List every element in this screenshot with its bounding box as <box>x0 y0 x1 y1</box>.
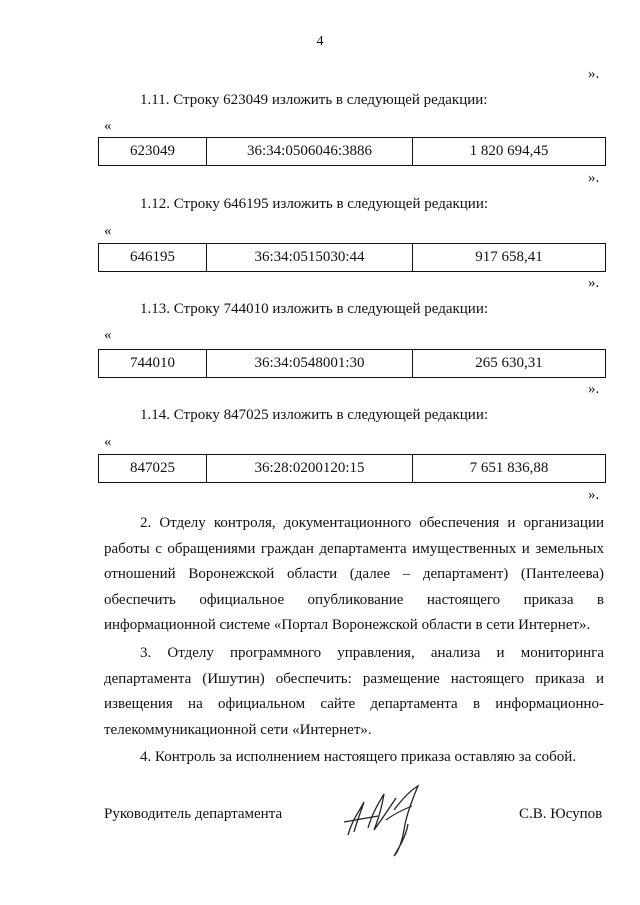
replacement-row-table <box>98 349 606 378</box>
row-number-cell: 623049 <box>99 138 207 166</box>
item-heading: 1.14. Строку 847025 изложить в следующей редакции: <box>140 407 489 423</box>
item-heading: 1.11. Строку 623049 изложить в следующей редакции: <box>140 92 488 108</box>
row-number-cell: 646195 <box>99 244 207 272</box>
signatory-title: Руководитель департамента <box>104 806 283 822</box>
opening-quote: « <box>104 434 112 450</box>
closing-quote: ». <box>588 275 600 291</box>
signatory-name: С.В. Юсупов <box>519 806 603 822</box>
cadastral-value-cell: 7 651 836,88 <box>413 455 606 483</box>
table-row <box>99 455 606 483</box>
cadastral-number-cell: 36:28:0200120:15 <box>207 455 413 483</box>
cadastral-value-cell: 265 630,31 <box>413 350 606 378</box>
paragraph-text: 3. Отделу программного управления, анализа и мониторинга департамента (Ишутин) обеспечить: размещение настоящего приказа и извещения на официальном сайте департамента в информационно-телекоммуникационной сети «Интернет». <box>104 645 604 738</box>
table-row <box>99 244 606 272</box>
cadastral-value-cell: 917 658,41 <box>413 244 606 272</box>
item-heading: 1.13. Строку 744010 изложить в следующей редакции: <box>140 301 489 317</box>
page-number: 4 <box>316 34 324 49</box>
cadastral-number-cell: 36:34:0515030:44 <box>207 244 413 272</box>
opening-quote: « <box>104 118 112 134</box>
cadastral-value-cell: 1 820 694,45 <box>413 138 606 166</box>
closing-quote: ». <box>588 381 600 397</box>
replacement-row-table <box>98 454 606 483</box>
replacement-row-table <box>98 243 606 272</box>
opening-quote: « <box>104 327 112 343</box>
replacement-row-table <box>98 137 606 166</box>
row-number-cell: 847025 <box>99 455 207 483</box>
row-number-cell: 744010 <box>99 350 207 378</box>
table-row <box>99 138 606 166</box>
opening-quote: « <box>104 223 112 239</box>
cadastral-number-cell: 36:34:0506046:3886 <box>207 138 413 166</box>
paragraph-publication <box>104 511 604 639</box>
closing-quote: ». <box>588 487 600 503</box>
cadastral-number-cell: 36:34:0548001:30 <box>207 350 413 378</box>
closing-quote: ». <box>588 66 600 82</box>
paragraph-control <box>104 745 604 771</box>
paragraph-website <box>104 641 604 743</box>
handwritten-signature <box>338 780 438 860</box>
paragraph-text: 4. Контроль за исполнением настоящего приказа оставляю за собой. <box>140 749 577 765</box>
item-heading: 1.12. Строку 646195 изложить в следующей редакции: <box>140 196 489 212</box>
closing-quote: ». <box>588 170 600 186</box>
table-row <box>99 350 606 378</box>
paragraph-text: 2. Отделу контроля, документационного обеспечения и организации работы с обращениями граждан департамента имущественных и земельных отношений Воронежской области (далее – департамент) (Пантелеева) обеспечить официальное опубликование настоящего приказа в информационной системе «Портал Воронежской области в сети Интернет». <box>104 515 604 633</box>
